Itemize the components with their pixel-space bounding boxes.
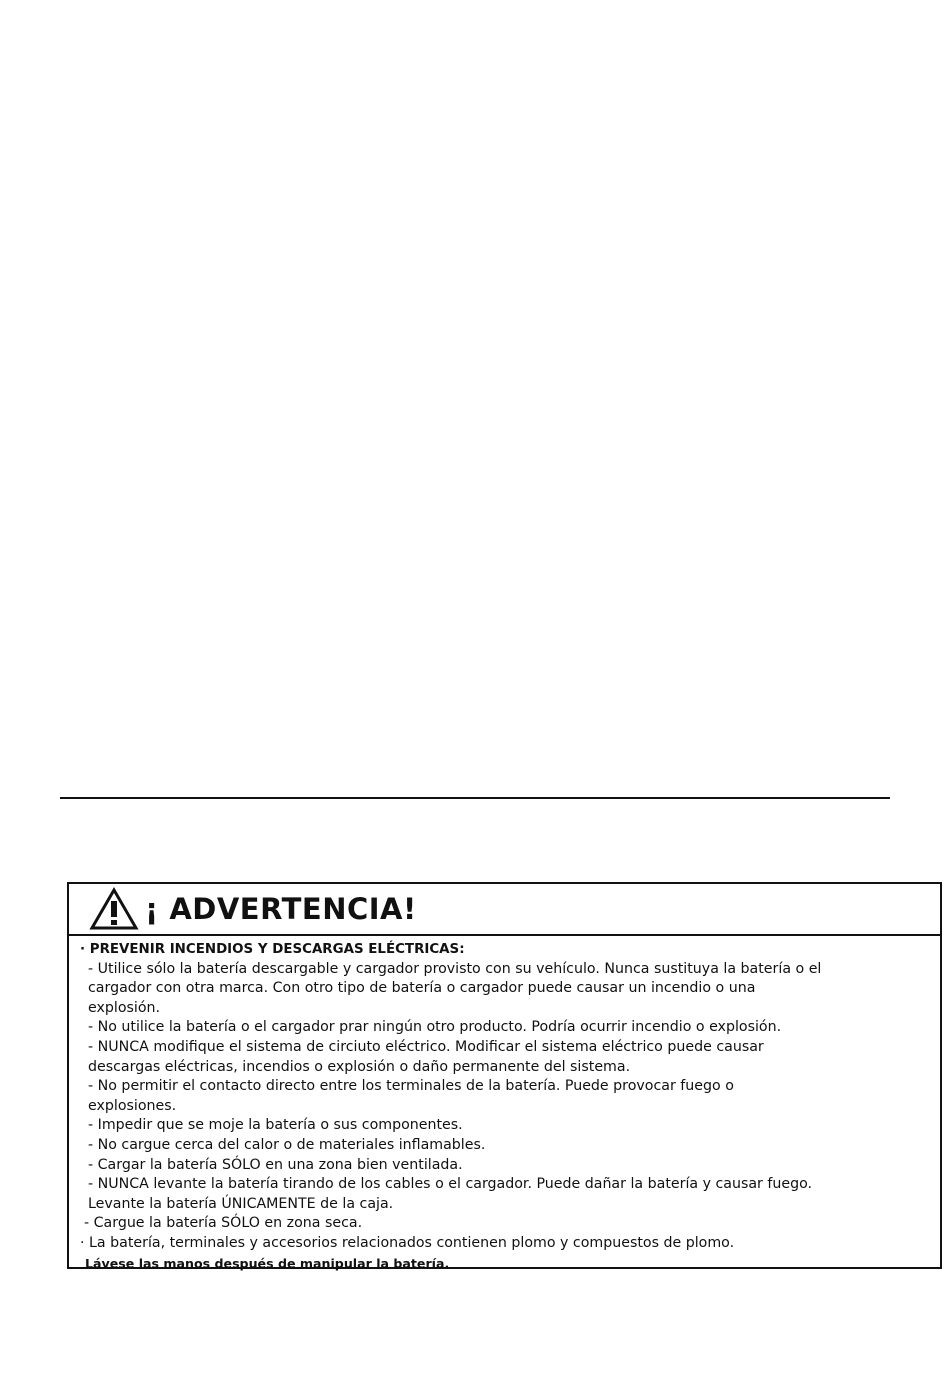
warning-line: - Utilice sólo la batería descargable y cargador provisto con su vehículo. Nunca sustituya la batería o el — [88, 960, 822, 977]
warning-line: - NUNCA modifique el sistema de circiuto eléctrico. Modificar el sistema eléctrico puede causar — [88, 1038, 764, 1055]
warning-line: - Impedir que se moje la batería o sus componentes. — [88, 1117, 463, 1134]
warning-line: - Cargar la batería SÓLO en una zona bien ventilada. — [88, 1156, 463, 1173]
warning-line: - No utilice la batería o el cargador prar ningún otro producto. Podría ocurrir incendio o explosión. — [88, 1019, 782, 1036]
warning-line: - No permitir el contacto directo entre los terminales de la batería. Puede provocar fuego o — [88, 1078, 734, 1095]
horizontal-divider — [60, 797, 890, 799]
warning-line: explosión. — [88, 999, 161, 1016]
warning-line: cargador con otra marca. Con otro tipo de batería o cargador puede causar un incendio o una — [88, 980, 756, 997]
warning-title: ¡ ADVERTENCIA! — [145, 892, 417, 926]
warning-line: · La batería, terminales y accesorios relacionados contienen plomo y compuestos de plomo. — [80, 1234, 735, 1251]
warning-line: - No cargue cerca del calor o de materiales inflamables. — [88, 1136, 486, 1153]
warning-line: - NUNCA levante la batería tirando de los cables o el cargador. Puede dañar la batería y causar fuego. — [88, 1176, 813, 1193]
warning-line: explosiones. — [88, 1097, 177, 1114]
warning-box — [67, 882, 942, 1269]
warning-triangle-icon — [89, 887, 139, 931]
warning-header — [69, 884, 940, 936]
warning-line: descargas eléctricas, incendios o explosión o daño permanente del sistema. — [88, 1058, 631, 1075]
warning-body — [69, 936, 940, 1273]
section-heading: · PREVENIR INCENDIOS Y DESCARGAS ELÉCTRICAS: — [80, 942, 465, 957]
warning-line: - Cargue la batería SÓLO en zona seca. — [84, 1215, 363, 1232]
warning-line: Levante la batería ÚNICAMENTE de la caja. — [88, 1195, 394, 1212]
warning-footer: Lávese las manos después de manipular la batería. — [85, 1255, 450, 1271]
